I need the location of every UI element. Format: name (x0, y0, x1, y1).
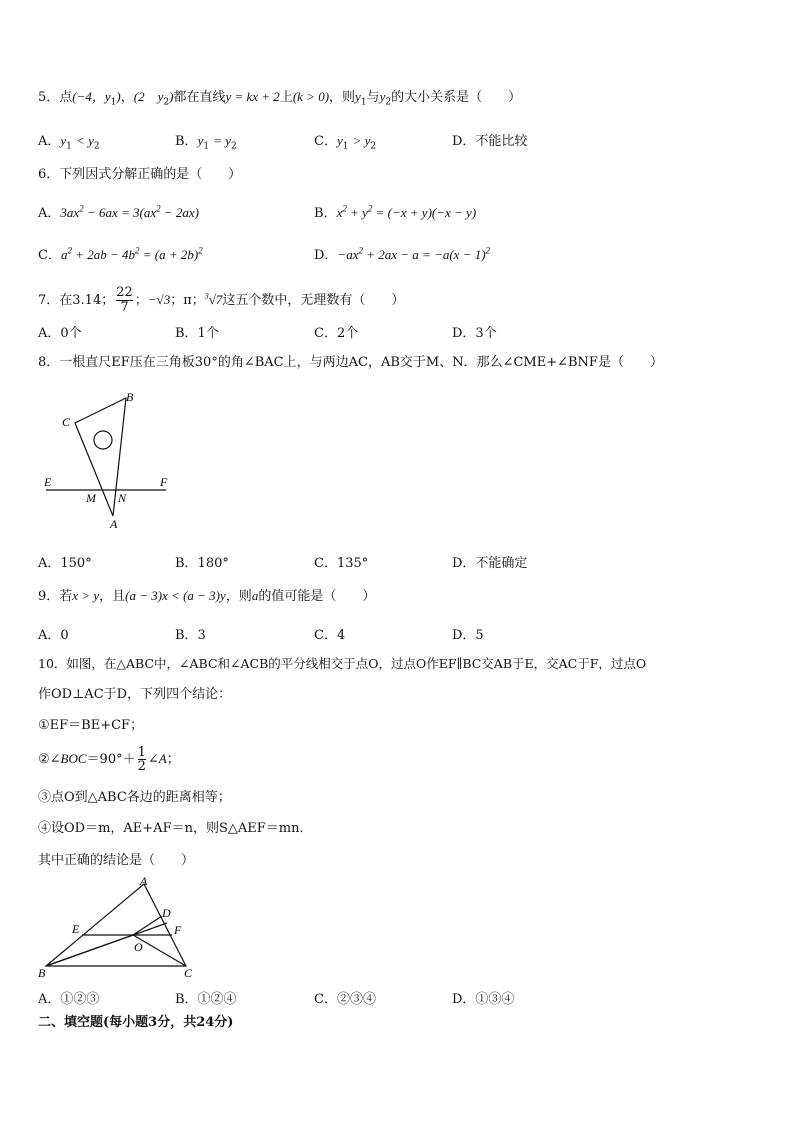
q9-option-a: A．0 (38, 628, 69, 643)
q7-option-b: B．1个 (175, 326, 219, 341)
q5-option-d: D．不能比较 (452, 134, 528, 149)
q8-option-a: A．150° (38, 556, 92, 571)
q8-triangle-figure (40, 388, 190, 533)
label-f: F (174, 923, 182, 937)
q10-option-a: A．①②③ (38, 992, 100, 1007)
label-c: C (62, 415, 71, 429)
q10-option-b: B．①②④ (175, 992, 237, 1007)
q10-option-c: C．②③④ (314, 992, 376, 1007)
q5-option-b: B．$y_1 = y_2$ (175, 133, 237, 152)
label-a: A (140, 876, 148, 888)
q5-option-c: C．$y_1 > y_2$ (314, 133, 377, 152)
label-n: N (118, 491, 127, 505)
label-d: D (162, 906, 171, 920)
q6-option-c: C．$a^2 + 2ab - 4b^2 = (a + 2b)^2$ (38, 245, 203, 263)
q8-option-d: D．不能确定 (452, 556, 528, 571)
q10-option-d: D．①③④ (452, 992, 515, 1007)
label-e: E (44, 475, 52, 489)
q9-option-b: B．3 (175, 628, 206, 643)
q8-option-c: C．135° (314, 556, 369, 571)
q10-ask: 其中正确的结论是（ ） (38, 853, 195, 868)
q7-option-c: C．2个 (314, 326, 359, 341)
q9-option-c: C．4 (314, 628, 346, 643)
q10-conclusion-4: ④设OD＝m，AE+AF＝n，则S△AEF＝mn． (38, 821, 313, 836)
label-f: F (160, 475, 168, 489)
q6-option-b: B．$x^2 + y^2 = (-x + y)(-x - y)$ (314, 203, 477, 221)
q7-option-d: D．3个 (452, 326, 497, 341)
q10-conclusion-2: ②∠BOC＝90°＋ $\frac{1}{2}$ ∠A； (38, 745, 180, 774)
q5-option-a: A．$y_1 < y_2$ (38, 133, 100, 152)
q9-option-d: D．5 (452, 628, 484, 643)
question-7: 7．在3.14； $\frac{22}{7}$ ；−√3；π；$^3$√7这五个数中，无理数有（ ） (38, 285, 405, 315)
q7-option-a: A．0个 (38, 326, 82, 341)
q6-option-a: A．$3ax^2 - 6ax = 3(ax^2 - 2ax)$ (38, 203, 199, 221)
question-5: 5．点(−4，$y_1$)，(2 $y_2$)都在直线y = kx + 2上(k > 0)，则$y_1$与$y_2$的大小关系是（ ） (38, 89, 522, 108)
section-2-heading: 二、填空题(每小题3分，共24分) (38, 1015, 234, 1030)
q10-triangle-figure (36, 876, 206, 981)
question-10-line1: 10．如图，在△ABC中，∠ABC和∠ACB的平分线相交于点O，过点O作EF∥BC交AB于E，交AC于F，过点O (38, 656, 647, 671)
label-b: B (38, 966, 46, 980)
q10-conclusion-3: ③点O到△ABC各边的距离相等； (38, 790, 231, 805)
question-8: 8．一根直尺EF压在三角板30°的角∠BAC上，与两边AC，AB交于M、N．那么∠CME+∠BNF是（ ） (38, 355, 663, 370)
q6-option-d: D．$-ax^2 + 2ax - a = -a(x - 1)^2$ (314, 245, 491, 263)
label-o: O (134, 940, 143, 954)
label-e: E (72, 922, 80, 936)
label-a: A (110, 517, 118, 531)
label-b: B (126, 390, 134, 404)
question-9: 9．若x > y，且(a − 3)x < (a − 3)y，则a的值可能是（ ） (38, 588, 376, 604)
q10-conclusion-1: ①EF＝BE+CF； (38, 718, 144, 733)
question-10-line2: 作OD⊥AC于D，下列四个结论： (38, 687, 232, 702)
label-m: M (86, 491, 96, 505)
q8-option-b: B．180° (175, 556, 229, 571)
label-c: C (184, 966, 193, 980)
question-6: 6．下列因式分解正确的是（ ） (38, 167, 242, 182)
